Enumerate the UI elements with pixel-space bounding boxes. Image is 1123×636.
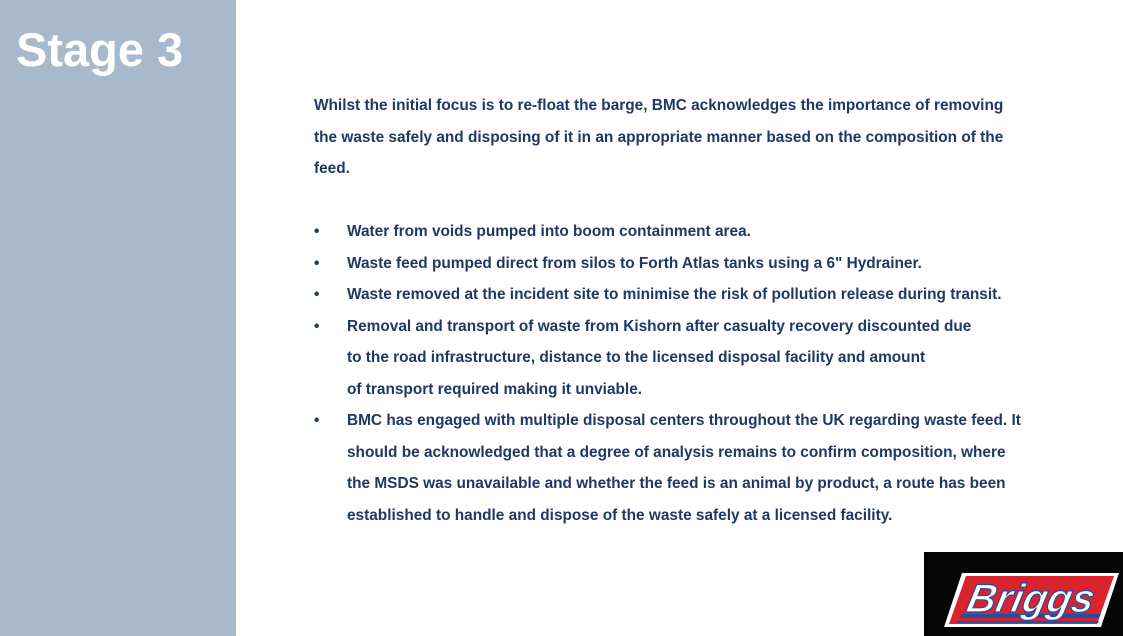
spacer — [314, 185, 1029, 217]
bullet-text-line: of transport required making it unviable. — [347, 380, 643, 398]
bullet-text-line: Waste removed at the incident site to minimise the risk of pollution release during transit. — [347, 286, 1002, 303]
briggs-logo — [924, 552, 1123, 636]
bullet-item — [314, 279, 1029, 311]
bullet-text-line: the MSDS was unavailable and whether the feed is an animal by product, a route has been — [347, 475, 1006, 492]
bullet-item — [314, 216, 1029, 248]
bullet-icon: • — [314, 412, 320, 429]
bullet-icon: • — [314, 317, 320, 335]
slide-title: Stage 3 — [16, 23, 184, 76]
bullet-list — [314, 216, 1029, 531]
bullet-text-line: established to handle and dispose of the waste safely at a licensed facility. — [347, 506, 893, 524]
bullet-text-line: BMC has engaged with multiple disposal centers throughout the UK regarding waste feed. It — [347, 412, 1021, 429]
slide-content — [314, 90, 1029, 531]
bullet-item — [314, 311, 1029, 406]
bullet-icon: • — [314, 254, 320, 272]
bullet-icon: • — [314, 223, 320, 240]
briggs-logo-icon — [924, 552, 1123, 636]
intro-paragraph — [314, 90, 1029, 185]
bullet-text-line: Waste feed pumped direct from silos to Forth Atlas tanks using a 6" Hydrainer. — [347, 254, 922, 272]
intro-line: the waste safely and disposing of it in an appropriate manner based on the composition of the — [314, 128, 1004, 146]
bullet-text-line: to the road infrastructure, distance to the licensed disposal facility and amount — [347, 349, 926, 366]
bullet-text-line: should be acknowledged that a degree of analysis remains to confirm composition, where — [347, 443, 1006, 461]
bullet-text-line: Water from voids pumped into boom containment area. — [347, 223, 751, 240]
intro-line: feed. — [314, 160, 350, 177]
bullet-icon: • — [314, 286, 320, 303]
sidebar-panel — [0, 0, 236, 636]
bullet-text-line: Removal and transport of waste from Kishorn after casualty recovery discounted due — [347, 317, 972, 335]
logo-blue-stripe — [957, 621, 1099, 623]
intro-line: Whilst the initial focus is to re-float the barge, BMC acknowledges the importance of removing — [314, 97, 1004, 114]
bullet-item — [314, 248, 1029, 280]
bullet-item — [314, 405, 1029, 531]
logo-wordmark: Briggs — [963, 575, 1100, 621]
